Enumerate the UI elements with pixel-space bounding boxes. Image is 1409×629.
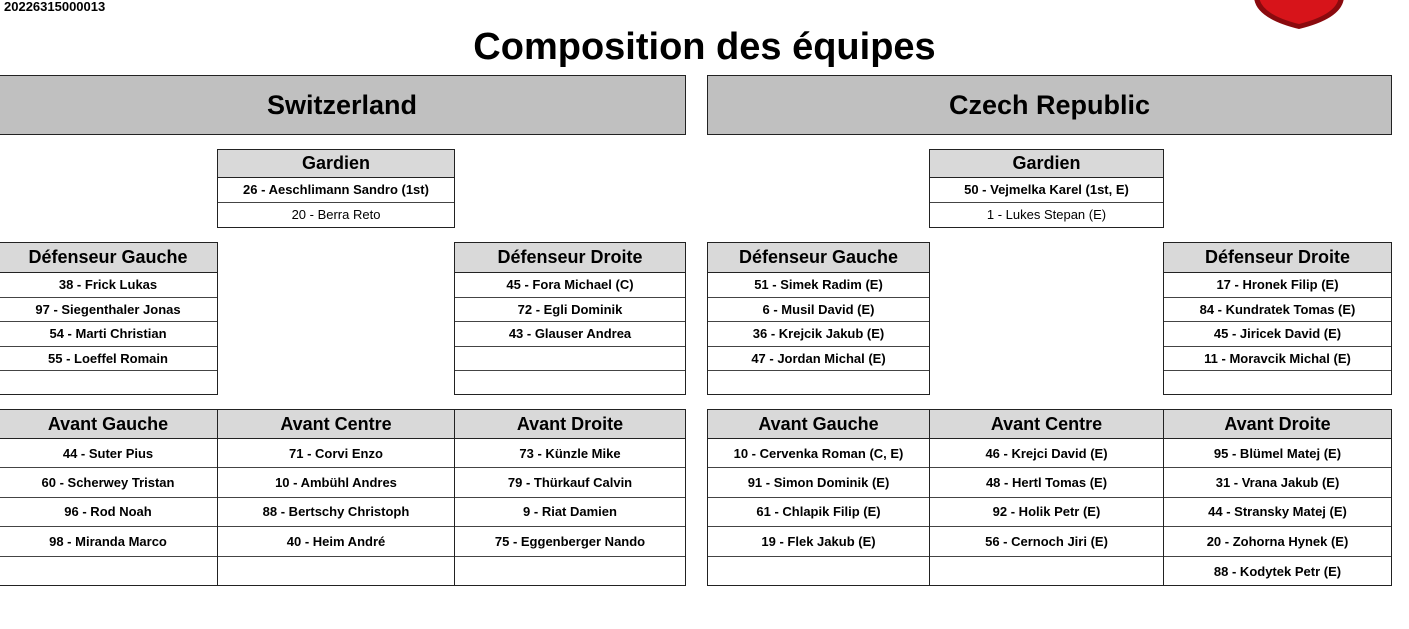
player-row: 98 - Miranda Marco [0, 527, 217, 556]
player-row: 88 - Bertschy Christoph [218, 498, 454, 527]
player-row: 96 - Rod Noah [0, 498, 217, 527]
player-row: 11 - Moravcik Michal (E) [1164, 347, 1391, 372]
def-right-header: Défenseur Droite [455, 243, 685, 273]
fw-right-box-away [1163, 409, 1392, 586]
player-row: 91 - Simon Dominik (E) [708, 468, 929, 497]
fw-left-header: Avant Gauche [708, 410, 929, 439]
player-row: 20 - Zohorna Hynek (E) [1164, 527, 1391, 556]
def-right-box-away [1163, 242, 1392, 395]
player-row: 10 - Ambühl Andres [218, 468, 454, 497]
player-row: 54 - Marti Christian [0, 322, 217, 347]
player-row [1164, 371, 1391, 396]
player-row: 10 - Cervenka Roman (C, E) [708, 439, 929, 468]
player-row [218, 557, 454, 586]
player-row: 45 - Jiricek David (E) [1164, 322, 1391, 347]
fw-right-header: Avant Droite [455, 410, 685, 439]
fw-left-box-home [0, 409, 218, 586]
player-row: 6 - Musil David (E) [708, 298, 929, 323]
player-row: 31 - Vrana Jakub (E) [1164, 468, 1391, 497]
player-row: 51 - Simek Radim (E) [708, 273, 929, 298]
goalie-header: Gardien [930, 150, 1163, 178]
player-row: 88 - Kodytek Petr (E) [1213, 563, 1342, 579]
player-row: 56 - Cernoch Jiri (E) [930, 527, 1163, 556]
page-title: Composition des équipes [473, 26, 936, 68]
player-row [455, 347, 685, 372]
player-row: 75 - Eggenberger Nando [455, 527, 685, 556]
def-left-box-home [0, 242, 218, 395]
player-row: 47 - Jordan Michal (E) [708, 347, 929, 372]
player-row: 26 - Aeschlimann Sandro (1st) [218, 178, 454, 203]
player-row: 61 - Chlapik Filip (E) [708, 498, 929, 527]
player-row [708, 557, 929, 586]
goalie-header: Gardien [218, 150, 454, 178]
player-row: 95 - Blümel Matej (E) [1164, 439, 1391, 468]
player-row [455, 371, 685, 396]
player-row [455, 557, 685, 586]
def-right-header: Défenseur Droite [1164, 243, 1391, 273]
player-row: 73 - Künzle Mike [455, 439, 685, 468]
fw-center-header: Avant Centre [218, 410, 454, 439]
def-left-box-away [707, 242, 930, 395]
player-row: 45 - Fora Michael (C) [455, 273, 685, 298]
def-left-header: Défenseur Gauche [0, 243, 217, 273]
player-row: 43 - Glauser Andrea [455, 322, 685, 347]
player-row: 17 - Hronek Filip (E) [1164, 273, 1391, 298]
fw-center-header: Avant Centre [930, 410, 1163, 439]
player-row: 92 - Holik Petr (E) [930, 498, 1163, 527]
player-row: 44 - Suter Pius [0, 439, 217, 468]
fw-left-header: Avant Gauche [0, 410, 217, 439]
player-row [0, 371, 217, 396]
player-row [930, 557, 1163, 586]
fw-right-box-home [454, 409, 686, 586]
player-row: 60 - Scherwey Tristan [0, 468, 217, 497]
goalie-box-home [217, 149, 455, 228]
def-left-header: Défenseur Gauche [708, 243, 929, 273]
game-id: 20226315000013 [4, 0, 106, 14]
def-right-box-home [454, 242, 686, 395]
player-row: 36 - Krejcik Jakub (E) [708, 322, 929, 347]
player-row: 46 - Krejci David (E) [930, 439, 1163, 468]
player-row: 79 - Thürkauf Calvin [455, 468, 685, 497]
player-row: 50 - Vejmelka Karel (1st, E) [930, 178, 1163, 203]
player-row: 71 - Corvi Enzo [218, 439, 454, 468]
player-row: 1 - Lukes Stepan (E) [986, 207, 1107, 223]
fw-left-box-away [707, 409, 930, 586]
player-row: 40 - Heim André [218, 527, 454, 556]
goalie-box-away [929, 149, 1164, 228]
player-row: 20 - Berra Reto [291, 207, 381, 223]
player-row: 72 - Egli Dominik [455, 298, 685, 323]
player-row [0, 557, 217, 586]
player-row: 9 - Riat Damien [455, 498, 685, 527]
fw-right-header: Avant Droite [1164, 410, 1391, 439]
team-header-home: Switzerland [0, 75, 686, 135]
player-row: 84 - Kundratek Tomas (E) [1164, 298, 1391, 323]
player-row: 48 - Hertl Tomas (E) [930, 468, 1163, 497]
fw-center-box-home [217, 409, 455, 586]
player-row: 55 - Loeffel Romain [0, 347, 217, 372]
player-row: 44 - Stransky Matej (E) [1164, 498, 1391, 527]
team-header-away: Czech Republic [707, 75, 1392, 135]
player-row: 19 - Flek Jakub (E) [708, 527, 929, 556]
player-row: 97 - Siegenthaler Jonas [0, 298, 217, 323]
fw-center-box-away [929, 409, 1164, 586]
player-row [708, 371, 929, 396]
player-row: 38 - Frick Lukas [0, 273, 217, 298]
